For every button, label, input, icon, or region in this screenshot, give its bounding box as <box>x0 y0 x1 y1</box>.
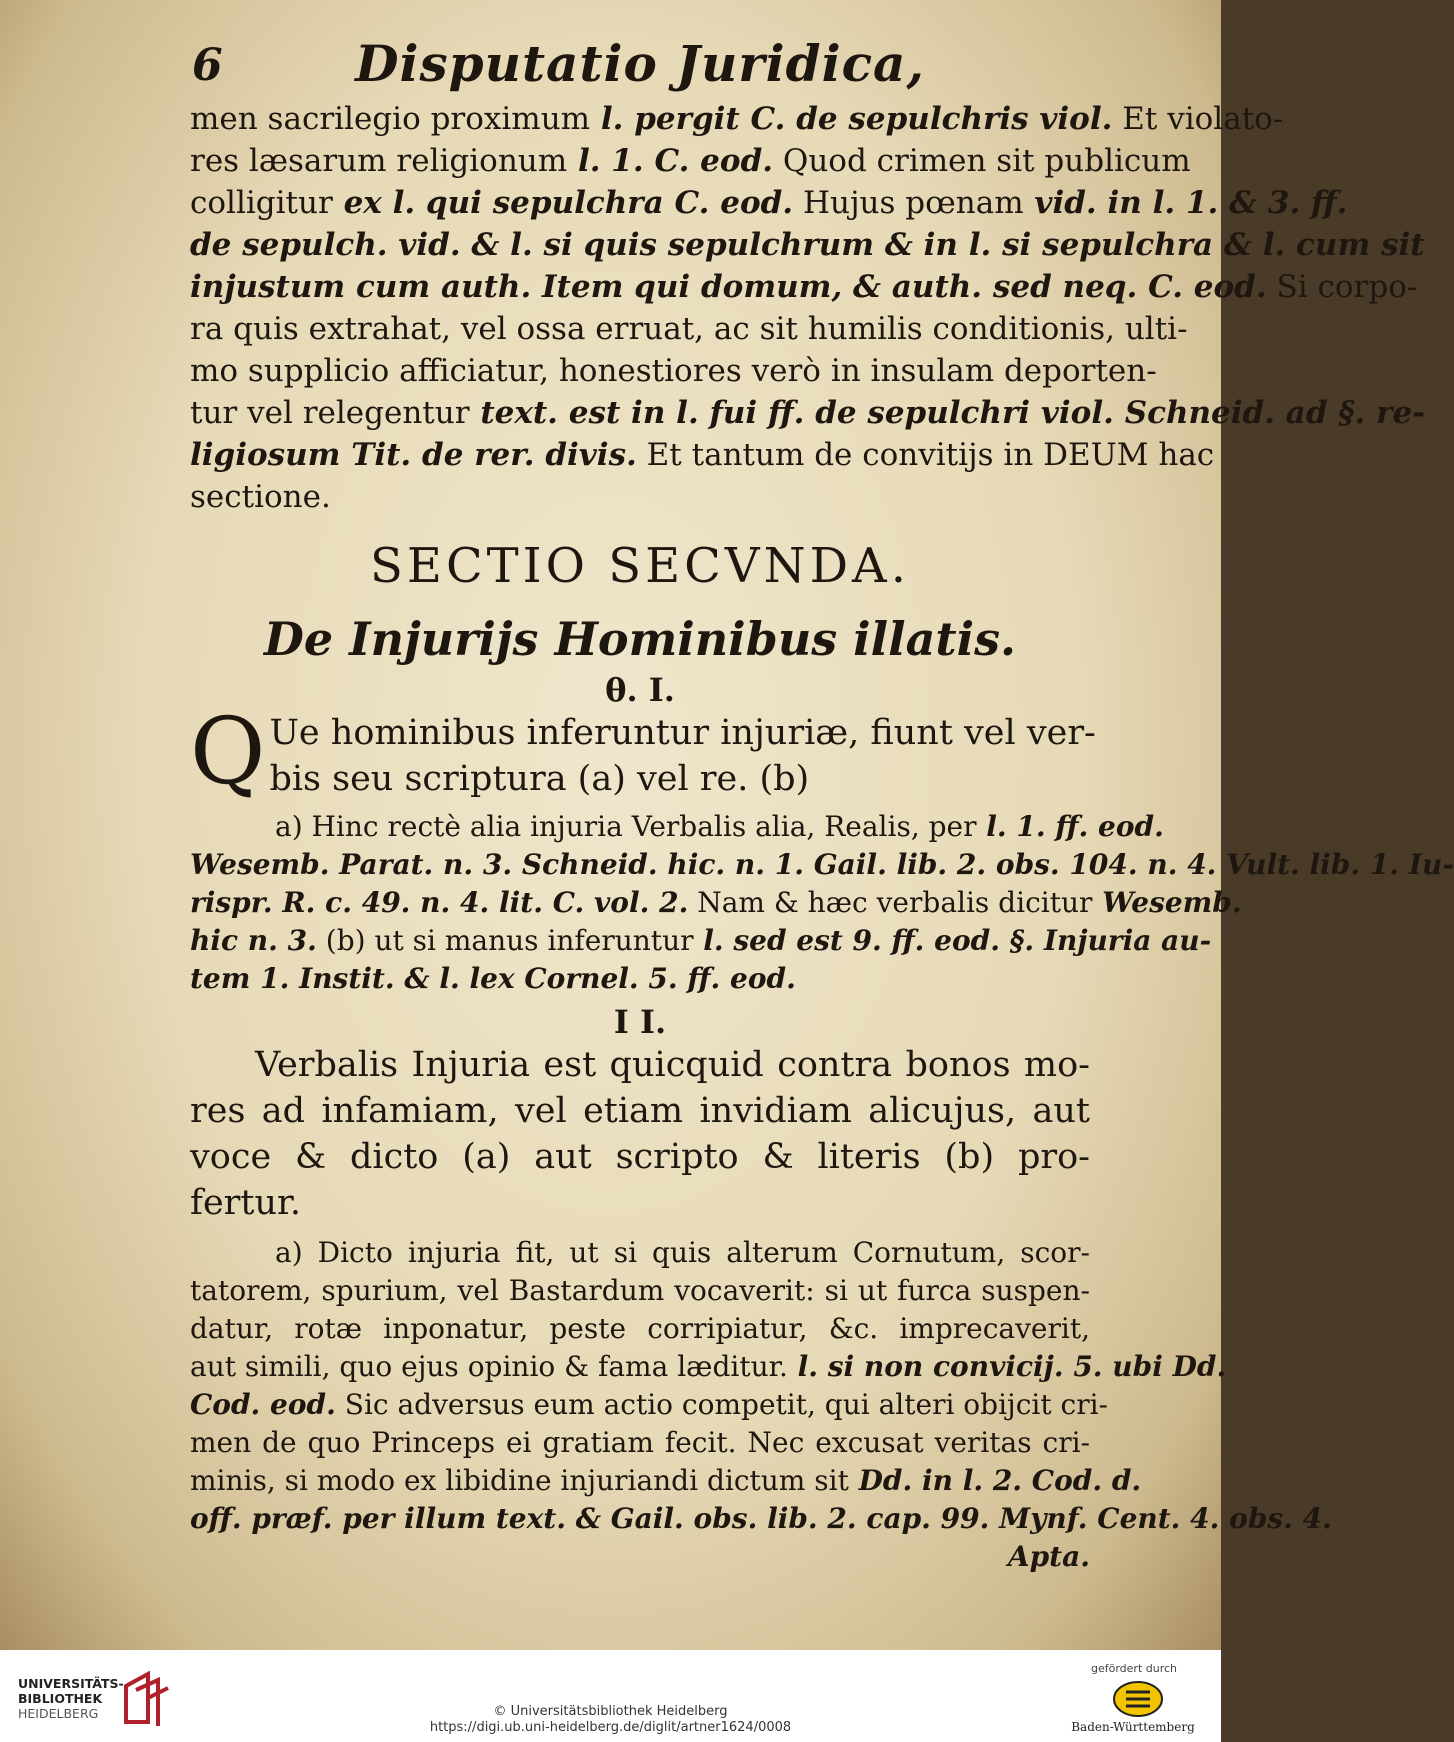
text-line: colligitur ex l. qui sepulchra C. eod. Hujus pœnam vid. in l. 1. & 3. ff. <box>190 185 1348 221</box>
text-line: de sepulch. vid. & l. si quis sepulchrum & in l. si sepulchra & l. cum sit <box>190 227 1425 263</box>
text-line: ra quis extrahat, vel ossa erruat, ac sit humilis conditionis, ulti- <box>190 311 1188 347</box>
text-line: bis seu scriptura (a) vel re. (b) <box>269 759 810 799</box>
footnote-block-2 <box>190 1234 1332 1576</box>
note-line: datur, rotæ inponatur, peste corripiatur, &c. imprecaverit, <box>190 1312 1090 1345</box>
note-line: off. præf. per illum text. & Gail. obs. lib. 2. cap. 99. Mynf. Cent. 4. obs. 4. <box>190 1502 1332 1535</box>
footnote-block-1 <box>190 808 1454 998</box>
catchword: Apta. <box>1007 1540 1090 1573</box>
text-line: men sacrilegio proximum l. pergit C. de sepulchris viol. Et violato- <box>190 101 1284 137</box>
text-line: fertur. <box>190 1183 302 1223</box>
text-block-1 <box>190 98 1426 518</box>
text-line: Verbalis Injuria est quicquid contra bonos mo- <box>255 1045 1090 1085</box>
text-line: sectione. <box>190 479 331 515</box>
text-line: voce & dicto (a) aut scripto & literis (b) pro- <box>190 1137 1090 1177</box>
text-line: tur vel relegentur text. est in l. fui ff. de sepulchri viol. Schneid. ad §. re- <box>190 395 1426 431</box>
note-line: Wesemb. Parat. n. 3. Schneid. hic. n. 1. Gail. lib. 2. obs. 104. n. 4. Vult. lib. 1. Iu- <box>190 848 1454 881</box>
viewer-footer <box>0 1650 1221 1742</box>
library-logo-text: UNIVERSITÄTS- BIBLIOTHEK HEIDELBERG <box>18 1676 124 1721</box>
section-heading: SECTIO SECVNDA. <box>370 538 910 594</box>
copyright-notice <box>0 1704 1221 1736</box>
text-line: Ue hominibus inferuntur injuriæ, fiunt vel ver- <box>269 713 1096 753</box>
note-line: a) Dicto injuria fit, ut si quis alterum Cornutum, scor- <box>275 1236 1090 1269</box>
text-line: ligiosum Tit. de rer. divis. Et tantum de convitijs in DEUM hac <box>190 437 1215 473</box>
text-line: res ad infamiam, vel etiam invidiam alicujus, aut <box>190 1091 1090 1131</box>
note-line: a) Hinc rectè alia injuria Verbalis alia, Realis, per l. 1. ff. eod. <box>275 810 1164 843</box>
text-line: res læsarum religionum l. 1. C. eod. Quod crimen sit publicum <box>190 143 1191 179</box>
paragraph-2 <box>190 1042 1090 1226</box>
page-content <box>190 28 1454 1576</box>
note-line: minis, si modo ex libidine injuriandi dictum sit Dd. in l. 2. Cod. d. <box>190 1464 1142 1497</box>
text-line: injustum cum auth. Item qui domum, & auth. sed neq. C. eod. Si corpo- <box>190 269 1418 305</box>
permalink[interactable]: https://digi.ub.uni-heidelberg.de/diglit/artner1624/0008 <box>429 1720 792 1735</box>
paragraph-number-1: θ. I. <box>605 671 675 709</box>
text-line: mo supplicio afficiatur, honestiores verò in insulam deporten- <box>190 353 1157 389</box>
paragraph-1 <box>190 698 1096 805</box>
note-line: aut simili, quo ejus opinio & fama læditur. l. si non convicij. 5. ubi Dd. <box>190 1350 1227 1383</box>
note-line: hic n. 3. (b) ut si manus inferuntur l. sed est 9. ff. eod. §. Injuria au- <box>190 924 1212 957</box>
running-title: Disputatio Juridica, <box>355 34 925 93</box>
section-subtitle: De Injurijs Hominibus illatis. <box>263 612 1017 666</box>
note-line: tem 1. Instit. & l. lex Cornel. 5. ff. eod. <box>190 962 796 995</box>
sponsor-label: gefördert durch <box>1090 1662 1178 1675</box>
note-line: rispr. R. c. 49. n. 4. lit. C. vol. 2. Nam & hæc verbalis dicitur Wesemb. <box>190 886 1242 919</box>
running-head <box>190 28 1090 98</box>
state-crest-icon <box>1112 1680 1164 1718</box>
paragraph-number-2: I I. <box>613 1003 667 1041</box>
note-line: Cod. eod. Sic adversus eum actio competit, qui alteri obijcit cri- <box>190 1388 1108 1421</box>
drop-cap: Q <box>190 698 266 805</box>
sponsor-name: Baden-Württemberg <box>1071 1720 1195 1734</box>
note-line: men de quo Princeps ei gratiam fecit. Nec excusat veritas cri- <box>190 1426 1090 1459</box>
page-number: 6 <box>192 40 223 91</box>
note-line: tatorem, spurium, vel Bastardum vocaverit: si ut furca suspen- <box>190 1274 1090 1307</box>
copyright-text: © Universitätsbibliothek Heidelberg <box>493 1704 728 1719</box>
